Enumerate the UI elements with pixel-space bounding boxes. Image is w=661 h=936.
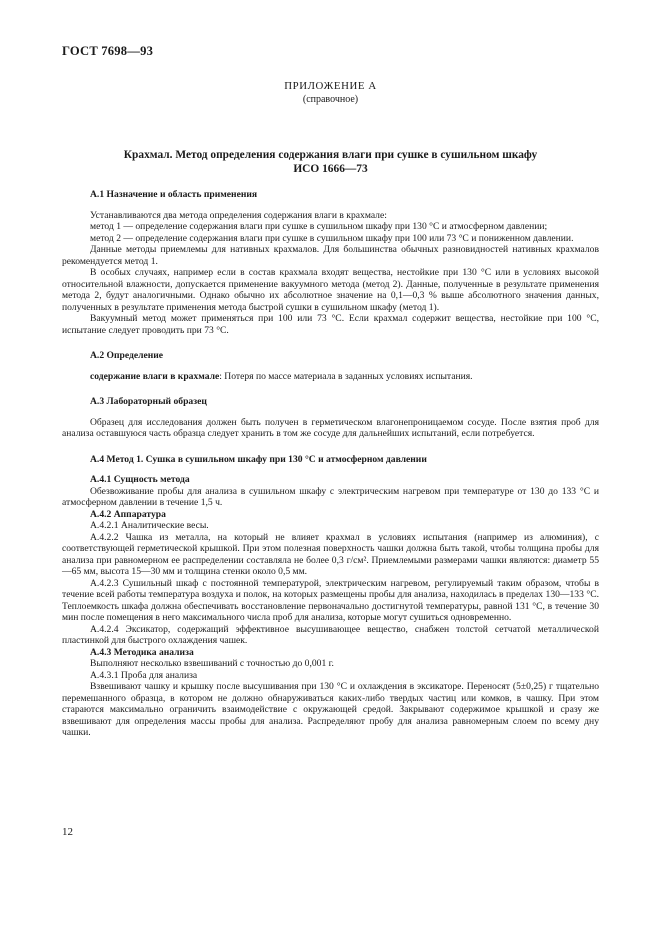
title-line-2: ИСО 1666—73 — [293, 162, 368, 175]
paragraph: A.4.2.1 Аналитические весы. — [90, 520, 209, 531]
paragraph: Взвешивают чашку и крышку после высушивания при 130 °С и охлаждения в эксикаторе. Переносят (5±0,25) г тщательно перемешанного образца, в котором не должно обнаруживаться каких-либо твердых частиц или комков, в чашку. При этом стараются максимально ограничить взаимодействие с окружающей средой. Закрывают содержимое крышкой и сразу же взвешивают для определения массы пробы для анализа. Распределяют пробу для анализа равномерным слоем по всему дну чашки. — [62, 681, 599, 738]
paragraph: Выполняют несколько взвешиваний с точностью до 0,001 г. — [90, 658, 334, 669]
section-a4 — [62, 454, 599, 739]
paragraph: Данные методы приемлемы для нативных крахмалов. Для большинства обычных разновидностей нативных крахмалов рекомендуется метод 1. — [62, 244, 599, 267]
section-heading: A.3 Лабораторный образец — [90, 396, 207, 407]
paragraph: Образец для исследования должен быть получен в герметическом влагонепроницаемом сосуде. После взятия проб для анализа оставшуюся часть образца следует хранить в том же сосуде для дальнейших испытаний, если потребуется. — [62, 416, 599, 439]
section-heading: A.1 Назначение и область применения — [90, 189, 258, 200]
paragraph: A.4.2.2 Чашка из металла, на который не влияет крахмал в условиях испытания (например из алюминия), с соответствующей герметической крышкой. При этом полезная поверхность чашки должна быть такой, чтобы толщина пробы для анализа при равномерном ее распределении составляла не более 0,3 г/см². Приемлемыми размерами чашки являются: диаметр 55—65 мм, высота 15—30 мм и толщина стенки около 0,5 мм. — [62, 531, 599, 577]
page-number: 12 — [62, 826, 73, 838]
standard-id: ГОСТ 7698—93 — [62, 44, 154, 58]
document-title — [0, 149, 661, 177]
appendix-heading — [0, 80, 661, 107]
paragraph: Обезвоживание пробы для анализа в сушильном шкафу с электрическим нагревом при температуре от 130 до 133 °С и атмосферном давлении в течение 1,5 ч. — [62, 485, 599, 508]
title-line-1: Крахмал. Метод определения содержания влаги при сушке в сушильном шкафу — [123, 149, 538, 161]
definition-text: : Потеря по массе материала в заданных условиях испытания. — [219, 370, 473, 382]
section-heading: A.2 Определение — [90, 350, 164, 361]
section-heading: A.4 Метод 1. Сушка в сушильном шкафу при 130 °С и атмосферном давлении — [90, 453, 427, 465]
paragraph: метод 1 — определение содержания влаги при сушке в сушильном шкафу при 130 °С и атмосферном давлении; — [90, 221, 548, 232]
paragraph: A.4.3.1 Проба для анализа — [90, 669, 198, 681]
paragraph: A.4.2.4 Эксикатор, содержащий эффективное высушивающее вещество, снабжен толстой сетчатой металлической пластинкой для быстрого охлаждения чашек. — [62, 623, 599, 646]
subsection-heading: A.4.1 Сущность метода — [90, 474, 190, 485]
appendix-status: (справочное) — [302, 93, 359, 105]
paragraph: метод 2 — определение содержания влаги при сушке в сушильном шкафу при 100 или 73 °С и пониженном давлении. — [90, 232, 574, 244]
appendix-label: ПРИЛОЖЕНИЕ А — [284, 80, 377, 92]
paragraph: Устанавливаются два метода определения содержания влаги в крахмале: — [90, 209, 387, 221]
section-a2 — [62, 350, 599, 382]
paragraph: A.4.2.3 Сушильный шкаф с постоянной температурой, электрическим нагревом, регулируемый таким образом, чтобы в течение всей работы температура воздуха и полок, на которых размещены пробы для анализа, находилась в пределах 130—133 °С. Теплоемкость шкафа должна обеспечивать восстановление первоначально достигнутой температуры, равной 131 °С, в течение 30 мин после помещения в него максимального числа проб для анализа, которые могут сушиться одновременно. — [62, 577, 599, 623]
document-body — [62, 189, 599, 739]
paragraph: В особых случаях, например если в состав крахмала входят вещества, нестойкие при 130 °С или в условиях высокой относительной влажности, допускается применение вакуумного метода (метод 2). Данные, полученные в результате применения метода 2, будут аналогичными. Однако обычно их абсолютное значение на 0,1—0,3 % выше абсолютного значения данных, полученных в результате применения метода быстрой сушки в сушильном шкафу (метод 1). — [62, 267, 599, 313]
defined-term: содержание влаги в крахмале — [90, 370, 220, 382]
subsection-heading: A.4.3 Методика анализа — [90, 646, 194, 658]
definition-paragraph — [62, 371, 599, 383]
section-a3 — [62, 396, 599, 440]
section-a1 — [62, 189, 599, 336]
paragraph: Вакуумный метод может применяться при 100 или 73 °С. Если крахмал содержит вещества, нестойкие при 100 °С, испытание следует проводить при 73 °С. — [62, 313, 599, 336]
subsection-heading: A.4.2 Аппаратура — [90, 508, 166, 520]
